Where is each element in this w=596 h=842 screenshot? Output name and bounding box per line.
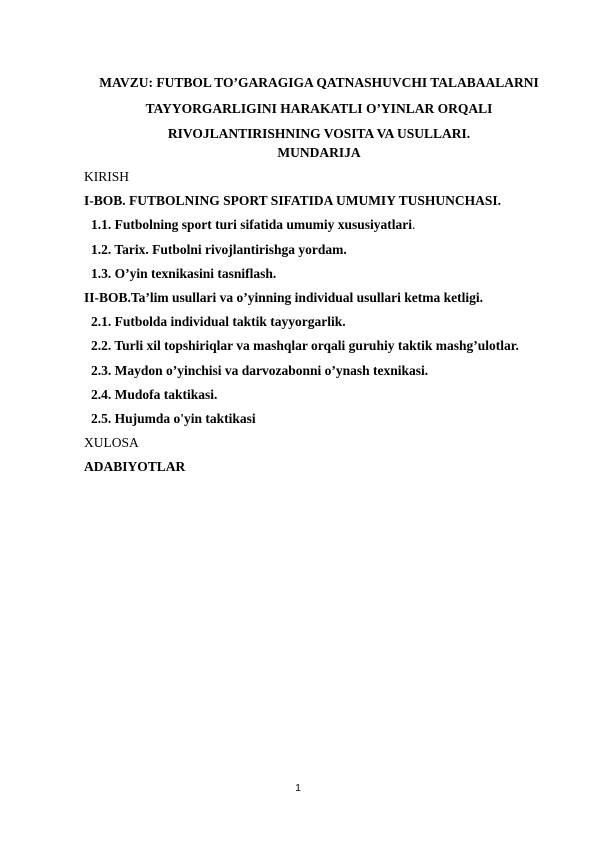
toc-entry-text: I-BOB. FUTBOLNING SPORT SIFATIDA UMUMIY TUSHUNCHASI.: [84, 193, 501, 209]
toc-entry-conclusion: [84, 434, 564, 458]
document-title: [80, 70, 558, 147]
toc-entry-chapter-2: [84, 289, 564, 313]
toc-entry-section-2-3: [84, 362, 564, 386]
toc-entry-text: XULOSA: [84, 435, 139, 451]
toc-entry-text: 1.3. O’yin texnikasini tasniflash.: [91, 265, 277, 281]
toc-entry-text: 1.1. Futbolning sport turi sifatida umumiy xususiyatlari: [91, 217, 413, 233]
toc-entry-text: KIRISH: [84, 169, 130, 184]
title-line-2: TAYYORGARLIGINI HARAKATLI O’YINLAR ORQALI: [145, 100, 493, 116]
toc-entry-text: 2.5. Hujumda o'yin taktikasi: [91, 410, 256, 426]
toc-entry-text: ADABIYOTLAR: [84, 459, 186, 475]
toc-entry-section-2-1: [84, 313, 564, 337]
toc-entry-introduction: [84, 168, 564, 192]
toc-entry-section-2-5: [84, 410, 564, 434]
toc-entry-chapter-1: [84, 192, 564, 216]
toc-entry-text: 1.2. Tarix. Futbolni rivojlantirishga yordam.: [91, 241, 347, 257]
toc-entry-section-2-2: [84, 337, 564, 361]
toc-entry-section-1-1: [84, 216, 564, 240]
page-number: 1: [295, 783, 301, 794]
toc-entry-section-1-2: [84, 241, 564, 265]
title-line-1: MAVZU: FUTBOL TO’GARAGIGA QATNASHUVCHI TALABAALARNI: [99, 75, 539, 90]
toc-entry-references: [84, 458, 564, 482]
toc-entry-trailing-period: .: [412, 217, 416, 233]
toc-entry-section-2-4: [84, 386, 564, 410]
toc-entry-section-1-3: [84, 265, 564, 289]
toc-entry-text: 2.4. Mudofa taktikasi.: [91, 386, 218, 402]
title-line-3: RIVOJLANTIRISHNING VOSITA VA USULLARI.: [167, 126, 471, 141]
toc-entry-text: II-BOB.Ta’lim usullari va o’yinning individual usullari ketma ketligi.: [84, 289, 483, 305]
table-of-contents: [84, 168, 564, 482]
contents-heading: MUNDARIJA: [277, 145, 361, 160]
toc-entry-text: 2.2. Turli xil topshiriqlar va mashqlar orqali guruhiy taktik mashg’ulotlar.: [91, 338, 519, 354]
toc-entry-text: 2.1. Futbolda individual taktik tayyorgarlik.: [91, 314, 346, 330]
toc-entry-text: 2.3. Maydon o’yinchisi va darvozabonni o’ynash texnikasi.: [91, 362, 429, 378]
